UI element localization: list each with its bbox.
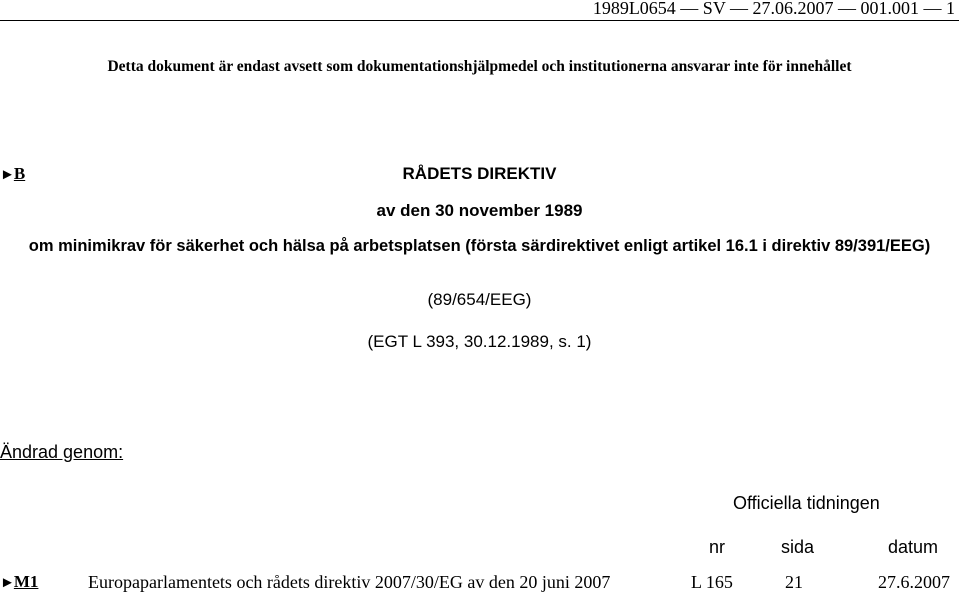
marker-code: B — [13, 164, 26, 183]
act-oj-reference: (EGT L 393, 30.12.1989, s. 1) — [367, 332, 592, 351]
disclaimer: Detta dokument är endast avsett som dokumentationshjälpmedel och institutionerna ansvarar inte för innehållet — [107, 58, 852, 75]
header-rule — [0, 20, 959, 21]
oj-column-page: sida — [781, 537, 815, 557]
oj-table-heading: Officiella tidningen — [733, 493, 880, 513]
amendment-marker-m1[interactable] — [0, 572, 38, 592]
amendment-oj-date: 27.6.2007 — [878, 572, 950, 592]
oj-column-nr: nr — [709, 537, 726, 557]
amended-by-label: Ändrad genom: — [0, 442, 124, 462]
act-subject: om minimikrav för säkerhet och hälsa på arbetsplatsen (första särdirektivet enligt artikel 16.1 i direktiv 89/391/EEG) — [28, 237, 931, 255]
document-header: 1989L0654 — SV — 27.06.2007 — 001.001 — 1 — [592, 0, 955, 18]
act-number: (89/654/EEG) — [427, 290, 532, 309]
marker-arrow-icon: ► — [0, 575, 14, 591]
act-date: av den 30 november 1989 — [376, 201, 583, 220]
amendment-description: Europaparlamentets och rådets direktiv 2007/30/EG av den 20 juni 2007 — [88, 572, 611, 592]
oj-column-date: datum — [888, 537, 939, 557]
amendment-oj-nr: L 165 — [691, 572, 733, 592]
marker-code: M1 — [13, 572, 39, 591]
amendment-oj-page: 21 — [785, 572, 803, 592]
marker-arrow-icon: ► — [0, 167, 14, 183]
act-title: RÅDETS DIREKTIV — [402, 164, 557, 183]
